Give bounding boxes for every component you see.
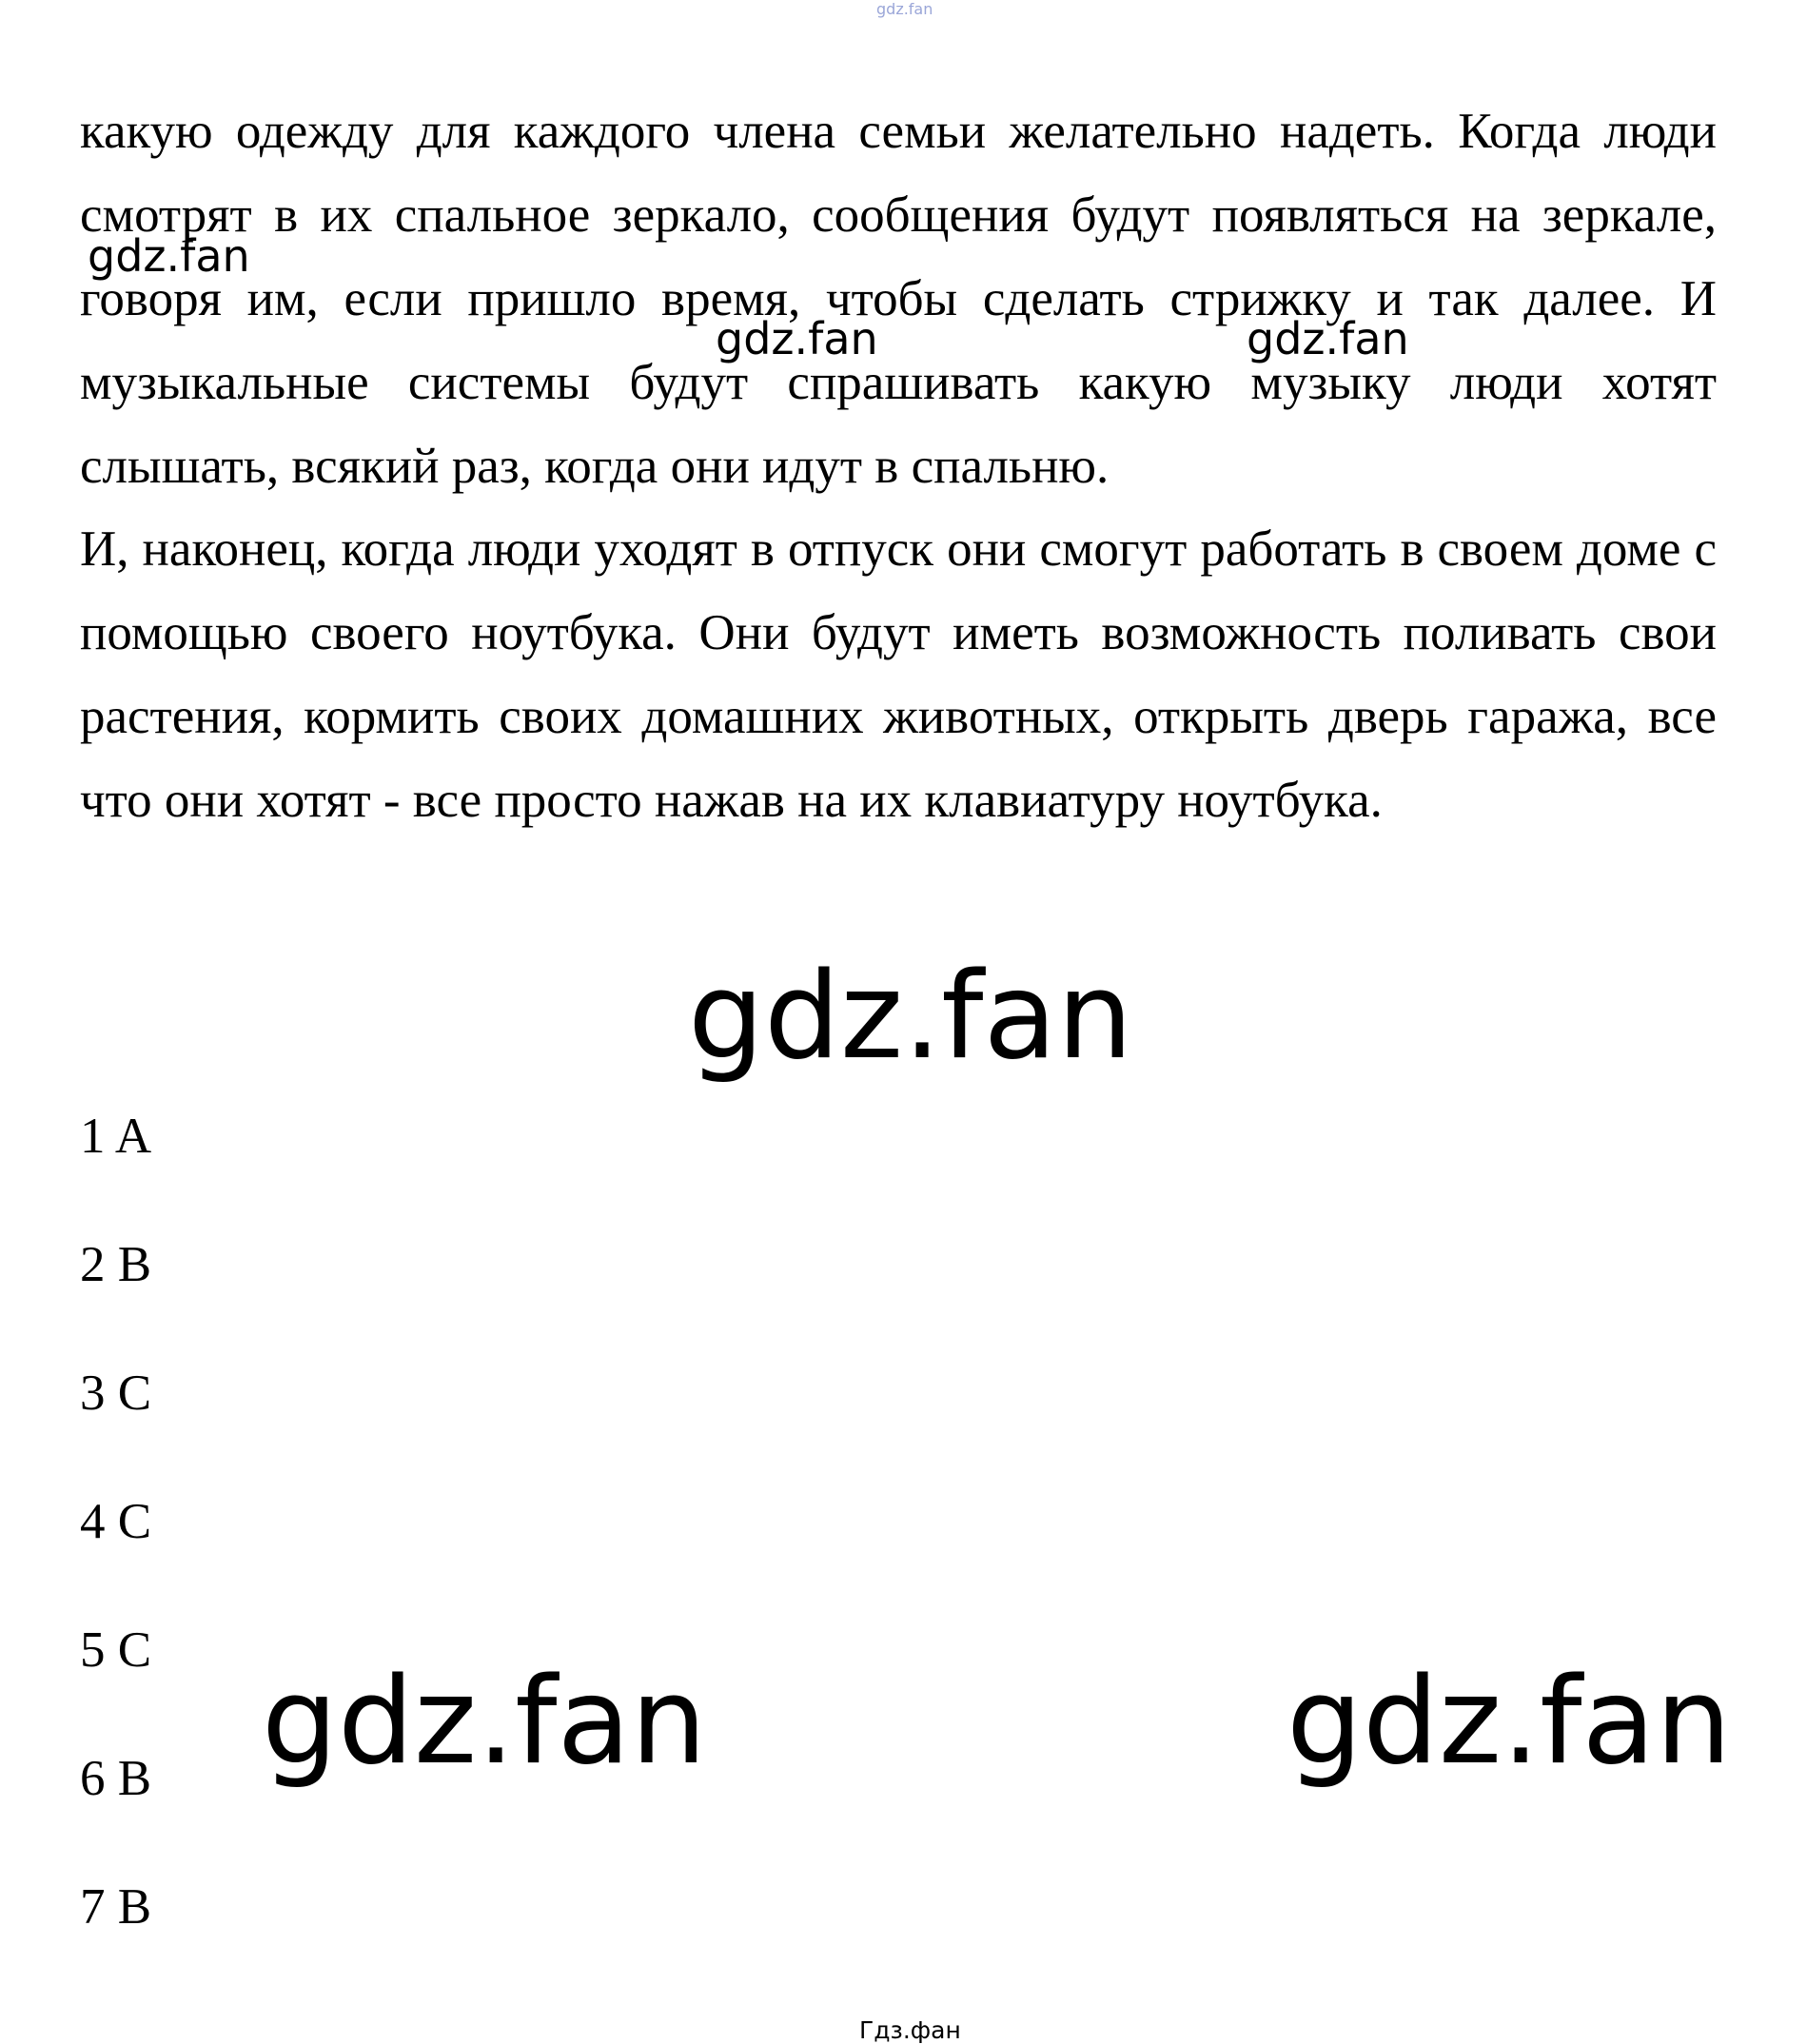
answer-list	[80, 1094, 151, 1994]
answer-item: 6 B	[80, 1751, 152, 1806]
watermark-small: gdz.fan	[716, 313, 878, 364]
watermark-large: gdz.fan	[262, 1651, 707, 1791]
watermark-small: gdz.fan	[88, 230, 250, 282]
answer-item: 2 B	[80, 1237, 152, 1292]
answer-item: 7 B	[80, 1879, 152, 1935]
answer-item: 4 C	[80, 1494, 152, 1549]
answer-item: 1 A	[80, 1109, 152, 1164]
footer-label: Гдз.фан	[859, 2016, 961, 2044]
paragraph-2: И, наконец, когда люди уходят в отпуск они смогут работать в своем доме с помощью своего ноутбука. Они будут иметь возможность поливать свои растения, кормить своих домашних животных, открыть дверь гаража, все что они хотят - все просто нажав на их клавиатуру ноутбука.	[80, 521, 1717, 828]
paragraph-1: какую одежду для каждого члена семьи желательно надеть. Когда люди смотрят в их спальное зеркало, сообщения будут появляться на зеркале, говоря им, если пришло время, чтобы сделать стрижку и так далее. И музыкальные системы будут спрашивать какую музыку люди хотят слышать, всякий раз, когда они идут в спальню.	[80, 104, 1717, 494]
answer-item: 3 C	[80, 1366, 152, 1421]
answer-item: 5 C	[80, 1622, 152, 1678]
top-watermark: gdz.fan	[876, 0, 933, 18]
watermark-large: gdz.fan	[688, 946, 1133, 1086]
watermark-large: gdz.fan	[1287, 1651, 1732, 1791]
watermark-small: gdz.fan	[1247, 313, 1409, 364]
